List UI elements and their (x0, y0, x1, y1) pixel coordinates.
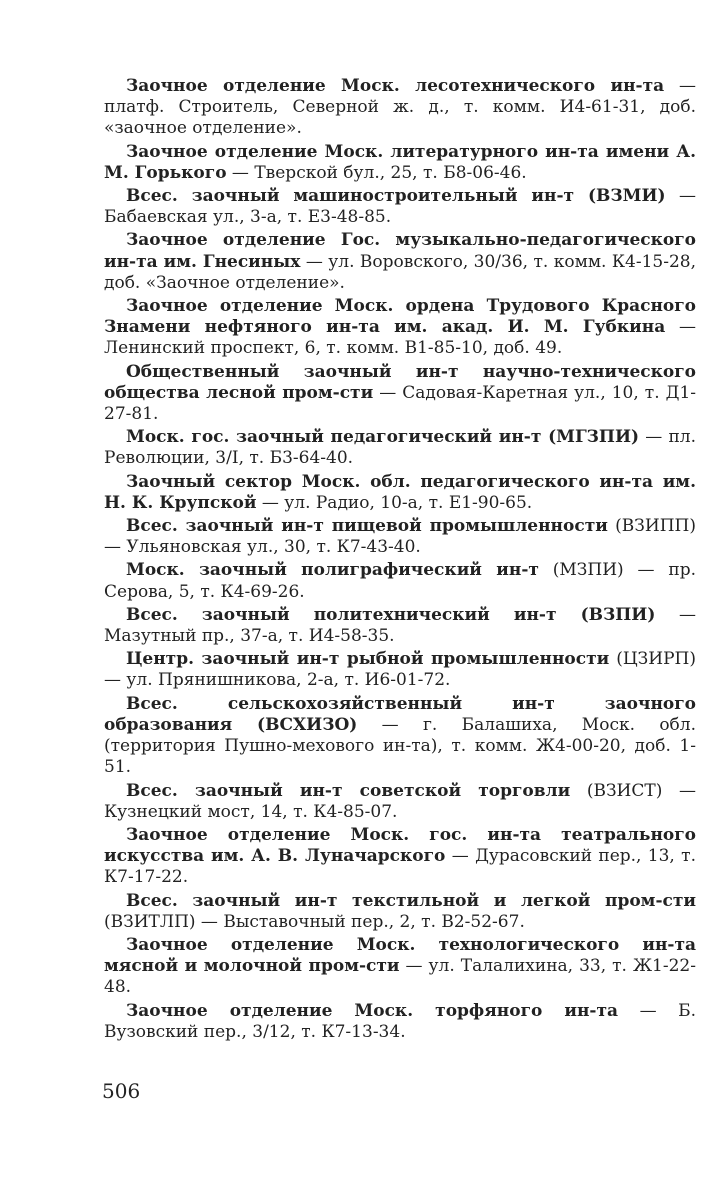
institution-name: Всес. сельскохозяйственный ин-т заочного образования (ВСХИЗО) (104, 693, 696, 735)
institution-details: — Б. Вузовский пер., 3/12, т. К7-13-34. (104, 1000, 696, 1042)
directory-entry (104, 694, 696, 779)
institution-details: (ВЗИТЛП) — Выставочный пер., 2, т. В2-52-67. (104, 911, 525, 932)
institution-details: (ВЗИСТ) — Кузнецкий мост, 14, т. К4-85-07. (104, 780, 696, 822)
directory-entry (104, 76, 696, 140)
institution-details: — Тверской бул., 25, т. Б8-06-46. (226, 162, 527, 183)
institution-name: Моск. заочный полиграфический ин-т (126, 560, 539, 581)
directory-page (104, 76, 696, 1045)
directory-entry (104, 142, 696, 184)
institution-details: — Мазутный пр., 37-а, т. И4-58-35. (104, 604, 697, 647)
institution-name: Всес. заочный ин-т советской торговли (126, 780, 571, 801)
institution-name: Всес. заочный ин-т пищевой промышленности (126, 516, 608, 537)
institution-details: — Садовая-Каретная ул., 10, т. Д1-27-81. (104, 382, 697, 425)
institution-details: — ул. Воровского, 30/36, т. комм. К4-15-28, доб. «Заочное отделение». (104, 251, 696, 293)
institution-details: (ВЗИПП) — Ульяновская ул., 30, т. К7-43-40. (104, 516, 696, 558)
institution-details: (ЦЗИРП) — ул. Прянишникова, 2-а, т. И6-01-72. (104, 649, 696, 691)
institution-name: Центр. заочный ин-т рыбной промышленности (126, 649, 610, 670)
institution-details: — Дурасовский пер., 13, т. К7-17-22. (104, 846, 696, 888)
directory-entry (104, 781, 696, 823)
institution-details: — пл. Революции, 3/I, т. Б3-64-40. (104, 427, 697, 469)
institution-name: Моск. гос. заочный педагогический ин-т (МГЗПИ) (126, 427, 640, 448)
institution-name: Заочное отделение Моск. гос. ин-та театрального искусства им. А. В. Луначарского (104, 824, 696, 867)
institution-details: — ул. Талалихина, 33, т. Ж1-22-48. (104, 956, 696, 998)
page-number: 506 (102, 1079, 141, 1103)
directory-entry (104, 230, 696, 294)
directory-entry (104, 427, 696, 469)
institution-name: Всес. заочный ин-т текстильной и легкой пром-сти (126, 890, 696, 911)
directory-entry (104, 825, 696, 889)
directory-entry (104, 935, 696, 999)
directory-entry (104, 649, 696, 691)
institution-details: — г. Балашиха, Моск. обл. (территория Пушно-мехового ин-та), т. комм. Ж4-00-20, доб. 1-51. (104, 714, 696, 778)
directory-entry (104, 296, 696, 360)
institution-details: (МЗПИ) — пр. Серова, 5, т. К4-69-26. (104, 560, 696, 602)
directory-entry (104, 186, 696, 228)
directory-entry (104, 891, 696, 933)
institution-details: — Бабаевская ул., 3-а, т. Е3-48-85. (104, 186, 696, 228)
institution-name: Заочный сектор Моск. обл. педагогического ин-та им. Н. К. Крупской (104, 471, 696, 513)
institution-details: — платф. Строитель, Северной ж. д., т. комм. И4-61-31, доб. «заочное отделение». (104, 76, 697, 139)
directory-entry (104, 362, 696, 426)
institution-name: Заочное отделение Моск. ордена Трудового Красного Знамени нефтяного ин-та им. акад. И. М. Губкина (104, 296, 696, 338)
institution-name: Заочное отделение Моск. технологического ин-та мясной и молочной пром-сти (104, 934, 696, 977)
institution-name: Заочное отделение Гос. музыкально-педагогического ин-та им. Гнесиных (104, 230, 696, 272)
directory-entry (104, 516, 696, 558)
directory-entry (104, 605, 696, 647)
institution-name: Заочное отделение Моск. лесотехнического ин-та (126, 76, 665, 96)
institution-name: Заочное отделение Моск. торфяного ин-та (126, 1000, 619, 1021)
institution-details: — ул. Радио, 10-а, т. Е1-90-65. (256, 492, 533, 513)
institution-name: Всес. заочный машиностроительный ин-т (ВЗМИ) (126, 186, 666, 207)
institution-name: Всес. заочный политехнический ин-т (ВЗПИ) (126, 604, 656, 625)
institution-name: Заочное отделение Моск. литературного ин-та имени А. М. Горького (104, 141, 696, 183)
institution-name: Общественный заочный ин-т научно-технического общества лесной пром-сти (104, 361, 696, 403)
directory-entry (104, 1001, 696, 1043)
directory-entry (104, 472, 696, 514)
directory-entry (104, 560, 696, 602)
institution-details: — Ленинский проспект, 6, т. комм. В1-85-10, доб. 49. (104, 317, 697, 359)
